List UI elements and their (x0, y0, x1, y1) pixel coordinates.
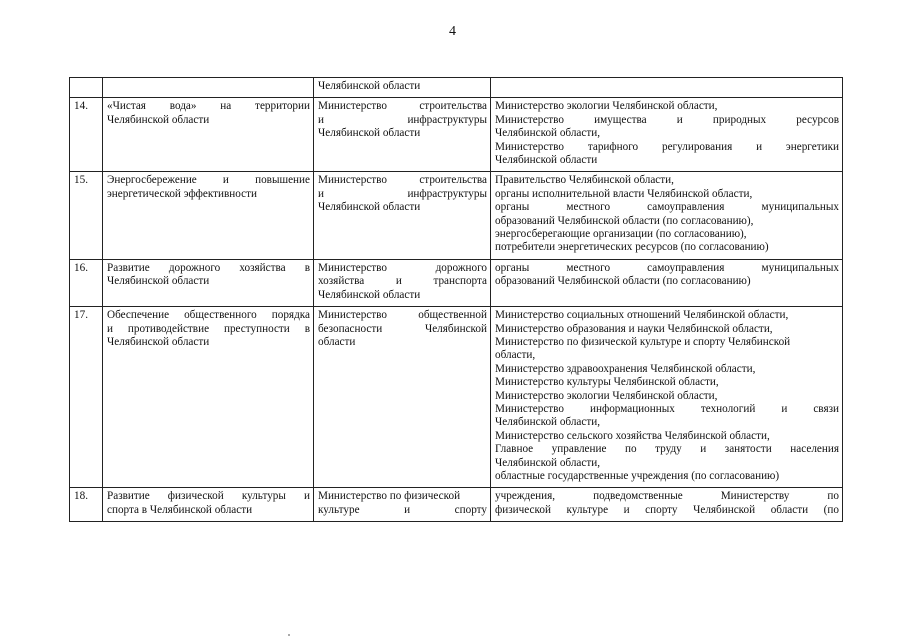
responsible-line: Министерство дорожного (318, 261, 487, 274)
co-executor-line: органы местного самоуправления муниципальных (495, 261, 839, 274)
responsible-line: области (318, 335, 356, 348)
co-executor-line: Министерство культуры Челябинской области, (495, 376, 719, 389)
co-executor-line: Министерство имущества и природных ресурсов (495, 113, 839, 126)
row-number: 17. (70, 307, 103, 488)
co-executor-line: Министерство тарифного регулирования и энергетики (495, 140, 839, 153)
responsible-line: Министерство общественной (318, 309, 487, 322)
responsible-line: Челябинской области (318, 127, 421, 140)
row-number: 14. (70, 98, 103, 172)
name-line: энергетической эффективности (107, 187, 257, 200)
co-executor-line: Челябинской области, (495, 127, 601, 140)
responsible-executor (314, 172, 491, 259)
program-name (103, 259, 314, 306)
responsible-line: и инфраструктуры (318, 113, 487, 126)
co-executors (491, 307, 843, 488)
table-row (70, 259, 843, 306)
table-row (70, 488, 843, 522)
programs-table (69, 77, 843, 522)
name-line: Развитие дорожного хозяйства в (107, 261, 310, 274)
responsible-line: Министерство строительства (318, 174, 487, 187)
program-name (103, 98, 314, 172)
responsible-line: безопасности Челябинской (318, 322, 487, 335)
responsible-line: Челябинской области (318, 201, 421, 214)
co-executor-line: Министерство здравоохранения Челябинской области, (495, 362, 756, 375)
co-executors (491, 488, 843, 522)
co-executors (491, 172, 843, 259)
table-row (70, 98, 843, 172)
row-number: 15. (70, 172, 103, 259)
co-executor-line: области, (495, 349, 536, 362)
name-line: Энергосбережение и повышение (107, 174, 310, 187)
co-executors (491, 98, 843, 172)
name-line: Челябинской области (107, 113, 210, 126)
responsible-executor (314, 259, 491, 306)
co-executor-line: потребители энергетических ресурсов (по согласованию) (495, 241, 769, 254)
name-line: Челябинской области (107, 335, 210, 348)
table-row-continued (70, 78, 843, 98)
co-executor-line: областные государственные учреждения (по согласованию) (495, 469, 780, 482)
co-executor-line: Челябинской области, (495, 456, 601, 469)
page-number: 4 (449, 24, 456, 39)
responsible-line: и инфраструктуры (318, 187, 487, 200)
program-name (103, 172, 314, 259)
co-executor-line: Главное управление по труду и занятости населения (495, 443, 839, 456)
responsible-executor (314, 488, 491, 522)
row-number (70, 78, 103, 98)
co-executor-line: Министерство информационных технологий и связи (495, 402, 839, 415)
co-executor-line: Правительство Челябинской области, (495, 174, 674, 187)
co-executors (491, 78, 843, 98)
program-name (103, 488, 314, 522)
responsible-line: Челябинской области (318, 80, 421, 92)
co-executors (491, 259, 843, 306)
responsible-line: Министерство строительства (318, 100, 487, 113)
co-executor-line: Челябинской области (495, 154, 598, 167)
row-number: 18. (70, 488, 103, 522)
co-executor-line: Министерство экологии Челябинской области, (495, 100, 718, 113)
name-line: Развитие физической культуры и (107, 490, 310, 503)
co-executor-line: образований Челябинской области (по согласованию), (495, 214, 754, 227)
responsible-line: Челябинской области (318, 288, 421, 301)
responsible-line: Министерство по физической (318, 490, 461, 503)
responsible-executor (314, 78, 491, 98)
responsible-line: хозяйства и транспорта (318, 275, 487, 288)
name-line: и противодействие преступности в (107, 322, 310, 335)
name-line: «Чистая вода» на территории (107, 100, 310, 113)
table-row (70, 307, 843, 488)
responsible-line: культуре и спорту (318, 503, 487, 516)
program-name (103, 78, 314, 98)
name-line: Челябинской области (107, 275, 210, 288)
responsible-executor (314, 98, 491, 172)
name-line: Обеспечение общественного порядка (107, 309, 310, 322)
co-executor-line: органы исполнительной власти Челябинской области, (495, 187, 753, 200)
row-number: 16. (70, 259, 103, 306)
scan-artifact (288, 634, 290, 636)
program-name (103, 307, 314, 488)
co-executor-line: Министерство образования и науки Челябинской области, (495, 322, 773, 335)
co-executor-line: энергосберегающие организации (по согласованию), (495, 228, 747, 241)
co-executor-line: Министерство экологии Челябинской области, (495, 389, 718, 402)
co-executor-line: учреждения, подведомственные Министерству по (495, 490, 839, 503)
co-executor-line: физической культуре и спорту Челябинской области (по (495, 503, 839, 516)
table-row (70, 172, 843, 259)
co-executor-line: Министерство по физической культуре и спорту Челябинской (495, 335, 791, 348)
co-executor-line: Челябинской области, (495, 416, 601, 429)
co-executor-line: органы местного самоуправления муниципальных (495, 201, 839, 214)
name-line: спорта в Челябинской области (107, 503, 253, 516)
responsible-executor (314, 307, 491, 488)
co-executor-line: Министерство сельского хозяйства Челябинской области, (495, 429, 770, 442)
co-executor-line: Министерство социальных отношений Челябинской области, (495, 309, 789, 322)
co-executor-line: образований Челябинской области (по согласованию) (495, 275, 751, 288)
